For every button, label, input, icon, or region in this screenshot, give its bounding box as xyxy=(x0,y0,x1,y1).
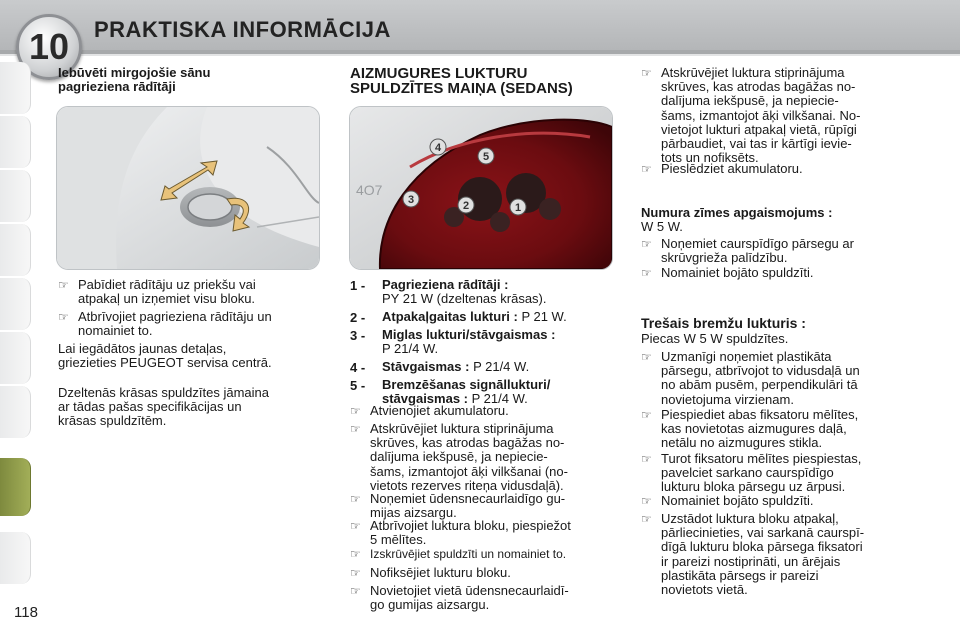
svg-text:3: 3 xyxy=(407,194,415,206)
pointing-hand-icon: ☞ xyxy=(350,422,361,436)
rail-tab[interactable] xyxy=(0,386,31,438)
pointing-hand-icon: ☞ xyxy=(641,266,652,280)
pointing-hand-icon: ☞ xyxy=(58,310,69,324)
pointing-hand-icon: ☞ xyxy=(641,237,652,251)
rear-lamp-photo xyxy=(349,106,613,270)
pointing-hand-icon: ☞ xyxy=(350,547,361,561)
paragraph: Dzeltenās krāsas spuldzītes jāmaina ar tādas pašas specifikācijas un krāsas spuldzītēm. xyxy=(58,385,269,429)
page-number: 118 xyxy=(14,604,38,621)
chapter-number: 10 xyxy=(28,26,70,67)
rail-tab[interactable] xyxy=(0,332,31,384)
section-title: Iebūvēti mirgojošie sānu pagrieziena rādītāji xyxy=(58,65,211,95)
pointing-hand-icon: ☞ xyxy=(641,350,652,364)
pointing-hand-icon: ☞ xyxy=(350,519,361,533)
paragraph: Lai iegādātos jaunas detaļas, griezieties PEUGEOT servisa centrā. xyxy=(58,341,272,371)
rail-tab[interactable] xyxy=(0,116,31,168)
pointing-hand-icon: ☞ xyxy=(641,408,652,422)
rail-tab-active[interactable] xyxy=(0,458,31,516)
rail-tab[interactable] xyxy=(0,532,31,584)
pointing-hand-icon: ☞ xyxy=(641,452,652,466)
pointing-hand-icon: ☞ xyxy=(350,566,361,580)
rail-tab[interactable] xyxy=(0,224,31,276)
callout-2 xyxy=(458,197,474,213)
pointing-hand-icon: ☞ xyxy=(350,584,361,598)
pointing-hand-icon: ☞ xyxy=(641,66,652,80)
page-title: PRAKTISKA INFORMĀCIJA xyxy=(94,17,391,42)
plate-light-value: W 5 W. xyxy=(641,219,683,234)
callout-1 xyxy=(510,199,526,215)
callout-4 xyxy=(430,139,446,155)
list-item: Atbrīvojiet pagrieziena rādītāju un nomainiet to. xyxy=(78,309,272,339)
section-heading: AIZMUGURES LUKTURU SPULDZĪTES MAIŅA (SEDANS) xyxy=(350,65,573,97)
svg-text:2: 2 xyxy=(462,200,470,212)
side-indicator-photo xyxy=(56,106,320,270)
plate-light-title: Numura zīmes apgaismojums : xyxy=(641,205,833,220)
callout-5 xyxy=(478,148,494,164)
svg-text:5: 5 xyxy=(482,151,490,163)
pointing-hand-icon: ☞ xyxy=(641,162,652,176)
list-item: Pabīdiet rādītāju uz priekšu vai atpakaļ un izņemiet visu bloku. xyxy=(78,277,256,307)
pointing-hand-icon: ☞ xyxy=(641,512,652,526)
callout-3 xyxy=(403,191,419,207)
brake-light-heading: Trešais bremžu lukturis : xyxy=(641,315,806,331)
pointing-hand-icon: ☞ xyxy=(641,494,652,508)
svg-text:4: 4 xyxy=(434,142,442,154)
pointing-hand-icon: ☞ xyxy=(350,492,361,506)
chapter-rail xyxy=(0,62,32,602)
pointing-hand-icon: ☞ xyxy=(58,278,69,292)
brake-light-sub: Piecas W 5 W spuldzītes. xyxy=(641,331,789,346)
svg-text:1: 1 xyxy=(514,202,522,214)
rail-tab[interactable] xyxy=(0,62,31,114)
svg-text:4O7: 4O7 xyxy=(356,182,383,198)
rail-tab[interactable] xyxy=(0,170,31,222)
rail-tab[interactable] xyxy=(0,278,31,330)
pointing-hand-icon: ☞ xyxy=(350,404,361,418)
